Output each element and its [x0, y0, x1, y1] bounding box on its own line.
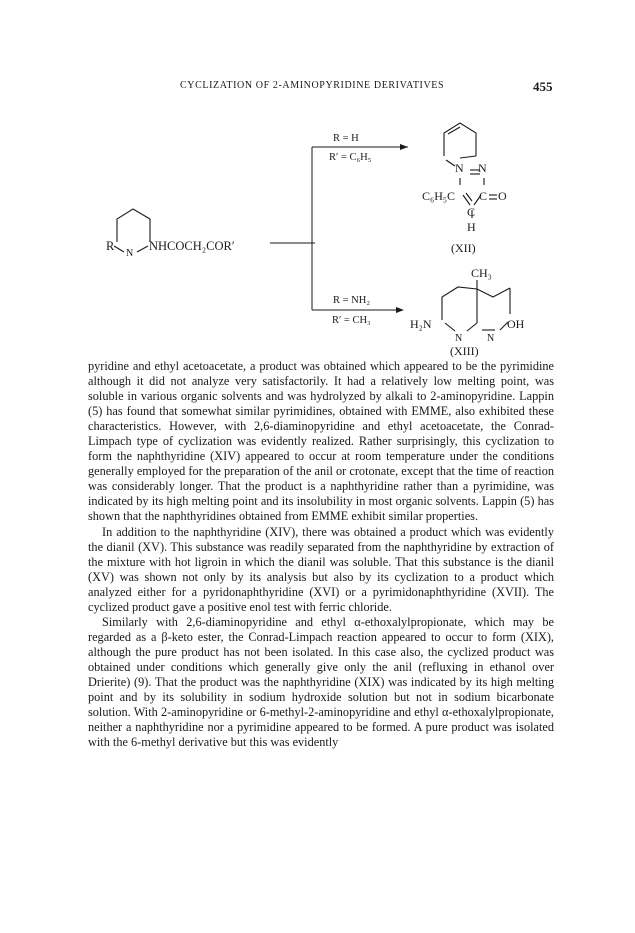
body-text	[88, 359, 554, 750]
paragraph-2: In addition to the naphthyridine (XIV), there was obtained a product which was evidently the dianil (XV). This substance was readily separated from the naphthyridine by extraction of the mixture with hot ligroin in which the dianil was soluble. That this substance is the dianil (XV) was shown not only by its analysis but also by its cyclization to a product which analyzed either for a pyridonaphthyridine (XVI) or a pyrimidonaphthyridine (XVII). The cyclized product gave a positive enol test with ferric chloride.	[88, 524, 554, 614]
xii-nitrogen-right: N	[478, 161, 487, 175]
xiii-hydroxy: OH	[507, 317, 525, 331]
xii-label: (XII)	[451, 241, 476, 255]
xiii-label: (XIII)	[450, 344, 479, 358]
product-xii-structure	[444, 123, 497, 218]
page-number: 455	[533, 79, 553, 94]
upper-condition-r: R = H	[333, 133, 359, 144]
lower-condition-r: R = NH₂	[333, 295, 371, 306]
xii-bottom-carbon: C	[467, 205, 476, 219]
xiii-methyl: CH₃	[471, 266, 492, 280]
lower-arrowhead	[396, 307, 404, 313]
reactant-bond	[114, 246, 124, 252]
xii-carbonyl-carbon: C	[479, 189, 488, 203]
reactant-side-chain: NHCOCH₂COR′	[149, 239, 235, 253]
xii-phenyl-carbon: C₆H₅C	[422, 189, 456, 203]
paragraph-3: Similarly with 2,6-diaminopyridine and ethyl α-ethoxalylpropionate, which may be regarded as a β-keto ester, the Conrad-Limpach reaction appeared to occur to form (XIX), although the pure product has not been isolated. In this case also, the cyclized product was obtained under conditions which generally give only the anil (refluxing in ethanol over Drierite) (9). That the product was the naphthyridine (XIX) was indicated by its high melting point and by its solubility in sodium hydroxide solution but not in sodium bicarbonate solution. With 2-aminopyridine or 6-methyl-2-aminopyridine and ethyl α-ethoxalylpropionate, neither a naphthyridine nor a pyrimidine appeared to be formed. A pure product was isolated with the 6-methyl derivative but this was evidently	[88, 614, 554, 750]
reactant-bond	[137, 246, 148, 252]
lower-condition-r-prime: R′ = CH₃	[332, 315, 371, 326]
branch-connector	[270, 147, 408, 310]
running-title: CYCLIZATION OF 2-AMINOPYRIDINE DERIVATIVES	[180, 80, 445, 91]
reaction-scheme-drawing	[0, 104, 635, 359]
xii-hydrogen: H	[467, 220, 476, 234]
reaction-scheme	[0, 104, 635, 359]
upper-arrowhead	[400, 144, 408, 150]
paragraph-1: pyridine and ethyl acetoacetate, a product was obtained which appeared to be the pyrimidine although it did not analyze very satisfactorily. It had a relatively low melting point, was soluble in various organic solvents and was hydrolyzed by alkali to 2-aminopyridine. Lappin (5) has found that somewhat similar pyrimidines, obtained with EMME, also exhibited these characteristics. However, with 2,6-diaminopyridine and ethyl acetoacetate, the Conrad-Limpach type of cyclization was evidently realized. Rather surprisingly, this cyclization to form the naphthyridine (XIV) appeared to occur at room temperature under the conditions generally employed for the preparation of the anil or crotonate, except that the time of reaction was considerably longer. That the product is a naphthyridine rather than a pyrimidine, was indicated by its high melting point and its insolubility in most organic solvents. Lappin (5) has shown that the naphthyridines obtained from EMME exhibit similar properties.	[88, 359, 554, 524]
xiii-amino: H₂N	[410, 317, 432, 331]
product-xiii-structure	[442, 280, 510, 331]
running-header	[0, 80, 635, 100]
xiii-nitrogen-2: N	[487, 333, 495, 344]
reactant-ring-nitrogen: N	[126, 248, 134, 259]
xii-nitrogen-left: N	[455, 161, 464, 175]
xii-oxygen: O	[498, 189, 507, 203]
xiii-nitrogen-1: N	[455, 333, 463, 344]
reactant-substituent: R	[106, 239, 115, 253]
reactant-structure	[117, 209, 150, 242]
upper-condition-r-prime: R′ = C₆H₅	[329, 152, 372, 163]
